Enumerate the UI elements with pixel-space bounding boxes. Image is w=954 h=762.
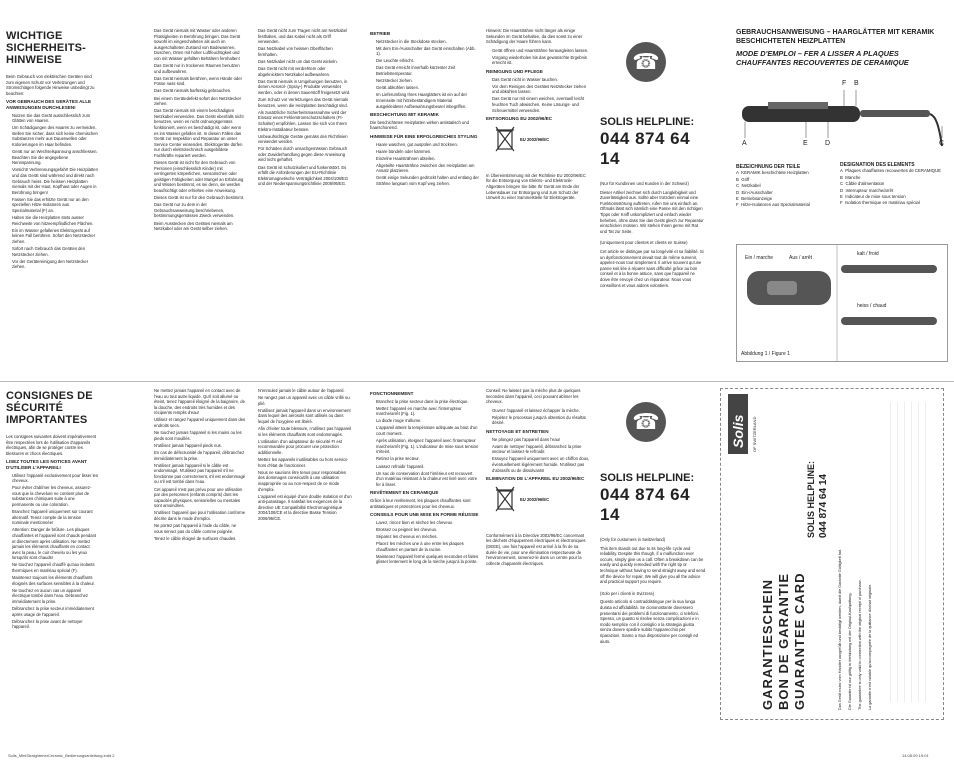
fig-caption: Abbildung 1 / Figure 1 bbox=[741, 351, 790, 357]
list-item: • Débranchez la prise secteur immédiatement après usage de l'appareil. bbox=[12, 606, 98, 617]
title-col bbox=[736, 28, 948, 373]
list-item: • Das Gerät nur in trockenen Räumen benutzen und aufbewahren. bbox=[154, 63, 246, 74]
list-item: • Débranchez la prise avant de nettoyer l'appareil. bbox=[12, 619, 98, 630]
parts-fr-heading: DESIGNATION DES ELEMENTS bbox=[840, 162, 915, 168]
list-item: • Das Gerät erreicht innerhalb kürzester Zeit Betriebstemperatur. bbox=[376, 65, 480, 76]
list-item: C Câble d'alimentation bbox=[840, 181, 885, 187]
helpline-col bbox=[600, 28, 706, 373]
cleaning-heading: REINIGUNG UND PFLEGE bbox=[486, 69, 543, 75]
list-item: • Netzstecker ziehen. bbox=[376, 78, 480, 84]
helpline-it-note: (Solo per i clienti in Svizzera) bbox=[600, 590, 654, 596]
list-item: • Gerät abkühlen lassen. bbox=[376, 85, 480, 91]
german-section bbox=[6, 28, 948, 373]
safety-col-3 bbox=[252, 28, 352, 373]
list-item: • Nous ne saurions être tenus pour responsables des dommages consécutifs à une utilisation inappropriée ou au non-respect de ce mode d'emploi. bbox=[258, 470, 352, 492]
nettoyage-list bbox=[486, 437, 590, 474]
list-item: • N'utilisez jamais l'appareil pieds nus. bbox=[154, 443, 246, 449]
nettoyage-col bbox=[486, 388, 590, 733]
list-item: • Répétez le processus jusqu'à obtention du résultat désiré. bbox=[492, 415, 590, 426]
disposal-heading: ENTSORGUNG EU 2002/96/EC bbox=[486, 116, 553, 122]
elimination-heading: ELIMINATION DE L'APPAREIL EU 2002/96/EC bbox=[486, 476, 585, 482]
helpline-col-bottom bbox=[600, 388, 706, 733]
list-item: • Das Gerät nur zu dem in der Gebrauchsanweisung beschriebenen, bestimmungsgemässen Zweck verwenden. bbox=[154, 202, 246, 219]
styling-list bbox=[370, 142, 480, 187]
list-item: • Vor dem Reinigen des Gerätes Netzstecker ziehen und abkühlen lassen. bbox=[492, 84, 590, 95]
list-item: • Das Gerät niemals mit Wasser oder anderen Flüssigkeiten in Berührung bringen. Das Gerät sowohl im eingeschalteten als auch im ausgeschalteten Zustand von Badewannen, Duschen, Orten mit hoher Luftfeuchtigkeit und von mit Wasser gefüllten Behältern fernhalten! bbox=[154, 28, 246, 62]
list-item: E Betriebsanzeige bbox=[736, 196, 773, 202]
list-item: • Maintenez l'appareil fermé quelques secondes et faites glisser lentement le long de la mèche jusqu'à la pointe. bbox=[376, 554, 480, 565]
french-section bbox=[6, 388, 948, 733]
list-item: • Séparez les cheveux en mèches. bbox=[376, 534, 480, 540]
label-f: F bbox=[842, 80, 847, 87]
list-item: • Das Gerät ist schutzisoliert und funkentstört. Es erfüllt die Anforderungen der EU-Richtlinie Elektromagnetische Verträglichkeit 2004/108/EG und der Niederspannungsrichtlinie 2006/95/EG. bbox=[258, 165, 352, 187]
safety-intro: Beim Gebrauch von elektrischen Geräten sind zum eigenen Schutz vor Verletzungen und Stromschlägen folgende Hinweise unbedingt zu beachten: bbox=[6, 74, 95, 96]
title-de: GEBRAUCHSANWEISUNG – HAARGLÄTTER MIT KERAMIK BESCHICHTETEN HEIZPLATTEN bbox=[736, 29, 935, 45]
list-item: • Branchez l'appareil uniquement sur courant alternatif. Tenez compte de la tension nominale mentionnée! bbox=[12, 509, 98, 526]
phone-icon: ☎ bbox=[626, 42, 666, 82]
list-item: • Zum Schutz vor Verletzungen das Gerät niemals benutzen, wenn die Heizplatten beschädigt sind. bbox=[258, 97, 352, 108]
bin-icon bbox=[494, 125, 516, 153]
list-item: • Das Netzkabel nicht um das Gerät wickeln. bbox=[258, 59, 352, 65]
styling-heading: HINWEISE FÜR EINE ERFOLGREICHES STYLING bbox=[370, 133, 478, 139]
helpline-number: 044 874 64 14 bbox=[600, 485, 691, 524]
list-item: • Dieses Gerät ist nur für den Gebrauch bestimmt. bbox=[154, 195, 246, 201]
fonction-list bbox=[370, 399, 480, 488]
bin-icon bbox=[494, 485, 516, 513]
eu-symbol-wrap bbox=[494, 485, 590, 529]
list-item: • N'utilisez jamais l'appareil dans un environnement dans lequel des aérosols sont utilisés ou dans lequel de l'oxygène est libéré. bbox=[258, 408, 352, 425]
list-item: • Das Gerät nicht zum Tragen nicht am Netzkabel festhalten, und das Kabel nicht als Griff verwenden. bbox=[258, 28, 352, 45]
list-item: • Retirez la prise secteur. bbox=[376, 456, 480, 462]
brand-sub: OF SWITZERLAND bbox=[752, 416, 757, 452]
list-item: • Avant de nettoyer l'appareil, débranchez la prise secteur et laissez-le refroidir. bbox=[492, 444, 590, 455]
revetement-text: Grâce à leur revêtement, les plaques chauffantes sont antistatiques et protectrices pour les cheveux. bbox=[370, 498, 471, 509]
helpline-title: SOLIS HELPLINE: bbox=[600, 116, 695, 128]
conseil-list bbox=[486, 408, 590, 426]
list-item: • Nutzen Sie das Gerät ausschliesslich zum Glätten von Haaren. bbox=[12, 113, 98, 124]
safety-title: WICHTIGE SICHERHEITS-HINWEISE bbox=[6, 30, 87, 66]
fonction-col bbox=[370, 388, 480, 733]
helpline-fr-note: (Uniquement pour clientes et clients en Suisse) bbox=[600, 240, 688, 246]
list-item: • Ne touchez l'appareil chauffé qu'aux isolants thermiques en matériau spécial (F). bbox=[12, 562, 98, 573]
list-item: • La diode rouge s'allume. bbox=[376, 418, 480, 424]
eu-label: EU 2002/96/EC bbox=[520, 136, 550, 142]
disposal-text: In Übereinstimmung mit der Richtlinie EU 2002/96/EC für die Entsorgung von Elektro- und Elektronik-Altgeräten bringen Sie bitte Ihr Gerät am Ende der Lebensdauer zur Entsorgung und zum Schutz der Umwelt zu einer Sammelstelle für Elektrogeräte. bbox=[486, 172, 586, 201]
eu-symbol-wrap bbox=[494, 125, 590, 169]
list-item: • Cet appareil n'est pas prévu pour une utilisation par des personnes (enfants compris) dont les capacités physiques, sensorielles ou mentales sont amoindries. bbox=[154, 487, 246, 509]
list-item: • Beim Ausstecken des Gerätes niemals am Netzkabel oder am Gerät selber ziehen. bbox=[154, 221, 246, 232]
fig-cold: kalt / froid bbox=[857, 251, 879, 257]
card-title-en: GUARANTEE CARD bbox=[792, 572, 807, 710]
list-item: • Gerät öffnen und Haarsträhne herausgleiten lassen. bbox=[492, 48, 590, 54]
safety-subtitle: VOR GEBRAUCH DES GERÄTES ALLE ANWEISUNGEN DURCHLESEN! bbox=[6, 99, 92, 110]
operation-col bbox=[370, 28, 480, 373]
list-item: B Griff bbox=[736, 176, 750, 182]
list-item: F Hitze-Isolatoren aus Spezialmaterial bbox=[736, 202, 810, 208]
cleaning-list bbox=[486, 77, 590, 114]
securite-list-3 bbox=[252, 388, 352, 522]
list-item: • Ne portez pas l'appareil à l'aide du câble, ne vous servez pas du câble comme poignée. bbox=[154, 523, 246, 534]
list-item: • Dieses Gerät ist nicht für den Gebrauch von Personen (einschliesslich Kinder) mit verringerten körperlichen, sensorischen oder geistigen Fähigkeiten oder Mangel an Erfahrung und Wissen bestimmt, es sei denn, sie werden beaufsichtigt oder erhielten eine Anweisung. bbox=[154, 160, 246, 194]
list-item: • Ne touchez en aucun cas un appareil électrique tombé dans l'eau. Débranchez immédiatement la prise. bbox=[12, 588, 98, 605]
card-form-lines bbox=[884, 402, 928, 702]
conseils-heading: CONSEILS POUR UNE MISE EN FORME RÉUSSIE bbox=[370, 512, 479, 518]
revetement-heading: REVÊTEMENT EN CERAMIQUE bbox=[370, 490, 439, 496]
list-item: • Gerät einige Sekunden gedrückt halten und entlang der Strähne langsam vom Kopf weg ziehen. bbox=[376, 175, 480, 186]
list-item: • Pour éviter d'abîmer les cheveux, assurez-vous que la chevelure ne contient plus de substances chimiques suite à une permanente ou une coloration. bbox=[12, 485, 98, 507]
list-item: • Die Leuchte erlischt. bbox=[376, 58, 480, 64]
list-item: • Utilisez l'appareil exclusivement pour lisser les cheveux. bbox=[12, 473, 98, 484]
list-item: • Netzstecker in die Steckdose stecken. bbox=[376, 39, 480, 45]
securite-col-1 bbox=[6, 388, 98, 733]
list-item: • Fassen Sie das erhitzte Gerät nur an den speziellen Hitze-Isolatoren aus Spezialmaterial (F) an. bbox=[12, 197, 98, 214]
list-item: E Indicateur de mise sous tension bbox=[840, 194, 906, 200]
list-item: • Bei einem Gerätedefekt sofort den Netzstecker ziehen. bbox=[154, 96, 246, 107]
list-item: • N'enroulez jamais le câble autour de l'appareil. bbox=[258, 388, 352, 394]
conseil-text: Conseil: Ne laissez pas la mèche plus de quelques secondes dans l'appareil, ceci pouvant abîmer les cheveux. bbox=[486, 388, 581, 405]
helpline-en-note: (Only for customers in Switzerland) bbox=[600, 537, 666, 542]
list-item: • Maintenez toujours les éléments chauffants éloignés des surfaces sensibles à la chaleur. bbox=[12, 575, 98, 586]
list-item: • Lavez, rincez bien et séchez les cheveux. bbox=[376, 520, 480, 526]
list-item: • Das Gerät nicht in Wasser tauchen. bbox=[492, 77, 590, 83]
list-item: • Vor der Gerätereinigung den Netzstecker ziehen. bbox=[12, 259, 98, 270]
safety-col-1 bbox=[6, 28, 98, 373]
list-item: • Haare bündeln oder kämmen. bbox=[376, 149, 480, 155]
securite-list-2 bbox=[148, 388, 246, 541]
title-fr: MODE D'EMPLOI – FER A LISSER A PLAQUES CHAUFFANTES RECOUVERTES DE CERAMIQUE bbox=[736, 49, 909, 67]
fold-line bbox=[0, 381, 954, 382]
list-item: • Unbeaufsichtigte Geräte gemäss den Richtlinien verwendet werden. bbox=[258, 134, 352, 145]
list-item: • Branchez la prise secteur dans la prise électrique. bbox=[376, 399, 480, 405]
list-item: • Um Schädigungen des Haares zu vermeiden, stellen Sie sicher, dass sich keine chemischen Substanzen mehr aus Dauerwellen oder Kolorierungen im Haar befinden. bbox=[12, 125, 98, 147]
list-item: C Netzkabel bbox=[736, 183, 761, 189]
list-item: • Ne rangez pas un appareil avec un câble vrillé ou plié. bbox=[258, 395, 352, 406]
card-fine-4: La garantie n'est valable qu'accompagnée de la quittance d'achat originale. bbox=[868, 583, 872, 710]
list-item: • L'appareil atteint la température adéquate au bout d'un court moment. bbox=[376, 425, 480, 436]
helpline-de-text: Dieser Artikel zeichnet sich durch Langlebigkeit und Zuverlässigkeit aus. Sollte aber trotzdem einmal eine Funktionsstörung auftreten, rufen Sie uns einfach an. Oftmals lässt sich nämlich eine Panne mit den richtigen Tipps oder Kniff unkompliziert und einfach wieder beheben, ohne dass Sie das Gerät gleich zur Reparatur einschicken müssen. Wir stehen Ihnen gerne mit Rat und Tat zur Seite. bbox=[600, 189, 704, 234]
safety-col-2 bbox=[148, 28, 246, 373]
card-number: 044 874 64 14 bbox=[818, 474, 829, 538]
list-item: • L'appareil est équipé d'une double isolation et d'un anti-parasitage. Il satisfait les exigences de la directive UE Compatibilité Electromagnétique 2004/108/CE et la directive Basse Tension 2006/95/CE. bbox=[258, 494, 352, 522]
helpline-it-text: Questo articolo si contraddistingue per la sua lunga durata ed affidabilità. Se ciononostante dovessero presentarsi dei problemi di funzionamento, ci telefoni. Spesso, un guasto si risolve senza complicazioni e in modo semplice con il consiglio o la strategia giusta senza dovere spedire subito l'apparecchio per riparazioni. Siamo a Sua disposizione per consigli ed aiuto. bbox=[600, 599, 699, 644]
cleaning-col bbox=[486, 28, 590, 373]
list-item: D Ein-/Ausschalter bbox=[736, 189, 773, 195]
list-item: • Ein im Wasser gefallenes Elektrogerät auf keinen Fall berühren. Sofort den Netzstecker ziehen. bbox=[12, 228, 98, 245]
label-e: E bbox=[803, 140, 808, 147]
label-a: A bbox=[742, 140, 747, 147]
parts-de-heading: BEZEICHNUNG DER TEILE bbox=[736, 164, 801, 170]
card-fine-3: The guarantee is only valid in connection with the original receipt of purchase. bbox=[858, 579, 862, 710]
label-c: C bbox=[939, 140, 945, 147]
list-item: • Un sac de conservation dont l'intérieur est recouvert d'un matériau résistant à la chaleur est livré avec votre fer à lisser. bbox=[376, 471, 480, 488]
list-item: • Das Gerät niemals in Umgebungen benutzen, in denen Aerosol- (Spray-) Produkte verwendet werden, oder in denen Sauerstoff freigesetzt wird. bbox=[258, 79, 352, 96]
list-item: • Das Gerät niemals mit einem beschädigten Netzkabel verwenden. Das Gerät ebenfalls nicht benutzen, wenn es nicht ordnungsgemäss funktioniert, wenn es beschädigt ist, oder wenn es ins Wasser gefallen ist. In diesen Fällen das Gerät zur Inspektion und Reparatur an unser Service Center einsenden. Elektrogeräte dürfen nur durch elektrotechnisch ausgebildete Fachkräfte repariert werden. bbox=[154, 108, 246, 158]
list-item: • Brossez ou peignez les cheveux. bbox=[376, 527, 480, 533]
list-item: F Isolation thermique en matériau spécial bbox=[840, 200, 920, 206]
fig-switch-off: Aus / arrêt bbox=[789, 255, 813, 261]
list-item: • Placez les mèches une à une entre les plaques chauffantes en partant de la racine. bbox=[376, 541, 480, 552]
securite-intro: Les consignes suivantes doivent impérativement être respectées lors de l'utilisation d'appareils électriques, afin de se protéger contre les blessures et chocs électriques. bbox=[6, 434, 97, 456]
list-item: • Tenez le câble éloigné de surfaces chaudes. bbox=[154, 536, 246, 542]
note-text: Hinweis: Die Haarsträhne nicht länger als einige Sekunden im Gerät behalten, da dies sonst zu einer Schädigung der Haare führen kann. bbox=[486, 28, 583, 45]
securite-subtitle: LISEZ TOUTES LES NOTICES AVANT D'UTILISER L'APPAREIL! bbox=[6, 459, 87, 470]
list-item: • Mettez l'appareil en marche avec l'interrupteur marche/arrêt (Fig. 1). bbox=[376, 406, 480, 417]
list-item: • Gerät nur an Wechselspannung anschliessen. Beachten Sie die angegebene Nennspannung. bbox=[12, 149, 98, 166]
helpline-de-note: (Nur für Kundinnen und Kunden in der Schweiz) bbox=[600, 181, 689, 186]
list-item: • Als zusätzliche Sicherheitsmassnahme wird der Einsatz eines Fehlerstromschutzschalters (FI-Schalter) empfohlen. Lassen Sie sich von Ihrem Elektro-Installateur beraten. bbox=[258, 110, 352, 132]
footer-date: 14.08.09 19:01 bbox=[902, 753, 929, 758]
operation-list bbox=[370, 39, 480, 110]
list-item: • Halten Sie die Heizplatten stets ausser Reichweite von hitzeempfindlichen Flächen. bbox=[12, 215, 98, 226]
securite-col-2 bbox=[148, 388, 246, 733]
list-item: • Mit dem Ein-/Ausschalter das Gerät einschalten (Abb. 1). bbox=[376, 46, 480, 57]
ceramic-heading: BESCHICHTUNG MIT KERAMIK bbox=[370, 112, 439, 118]
list-item: • Après utilisation, éteignez l'appareil avec l'interrupteur marche/arrêt (Fig. 1). L'indicateur de mise sous tension s'éteint. bbox=[376, 438, 480, 455]
product-diagram bbox=[736, 76, 948, 156]
list-item: • Abgeteilte Haarsträhne zwischen den Heizplatten am Ansatz platzieren. bbox=[376, 163, 480, 174]
list-item: • L'utilisation d'un adaptateur de sécurité FI est recommandée pour procurer une protection additionnelle. bbox=[258, 439, 352, 456]
card-title-de: GARANTIESCHEIN bbox=[760, 578, 775, 710]
conseils-list bbox=[370, 520, 480, 565]
guarantee-card bbox=[714, 388, 948, 733]
list-item: • Attention: Danger de brûlure. Les plaques chauffantes et l'appareil sont chauds pendant et directement après utilisation. Ne mettez jamais les éléments chauffants en contact avec la peau, le cuir chevelu ou les yeux lorsqu'ils sont chauds! bbox=[12, 527, 98, 561]
note-list bbox=[486, 48, 590, 66]
list-item: B Manche bbox=[840, 174, 861, 180]
label-d: D bbox=[825, 140, 831, 147]
helpline-title: SOLIS HELPLINE: bbox=[600, 472, 695, 484]
list-item: • Das Gerät nicht mit verdrehtem oder abgeknicktem Netzkabel aufbewahren. bbox=[258, 66, 352, 77]
list-item: • Essuyez l'appareil uniquement avec un chiffon doux, éventuellement légèrement humide. N'utilisez pas d'abrasifs ou de dissolvants! bbox=[492, 456, 590, 473]
helpline-en-text: This item stands out due to its long-life cycle and reliability. Despite this though, if a malfunction ever occurs, simply give us a call. Often a breakdown can be easily and quickly remedied with the right tip or technique without having to send straight away and send off the device for repair. We will give you all the advice and practical support you require. bbox=[600, 545, 706, 585]
list-item: • Laissez refroidir l'appareil. bbox=[376, 464, 480, 470]
footer-file: Solis_MiniStraightenerCeramic_Bedienungsanleitung.indd 2 bbox=[8, 753, 115, 758]
list-item: D Interrupteur marche/arrêt bbox=[840, 187, 894, 193]
figure-1 bbox=[736, 244, 948, 362]
card-fine-1: Das Gerät muss vom Händler ausgefüllt und bestätigt werden, damit die Garantie Gültigkeit hat. bbox=[838, 548, 842, 710]
list-item: • En cas de défectuosité de l'appareil, débranchez immédiatement la prise. bbox=[154, 450, 246, 461]
list-item: • Das Gerät niemals barfüssig gebrauchen. bbox=[154, 88, 246, 94]
brand-logo: Solis bbox=[730, 414, 746, 448]
operation-heading: BETRIEB bbox=[370, 31, 391, 36]
safety-list-2 bbox=[148, 28, 246, 232]
list-item: • Ouvrez l'appareil et laissez échapper la mèche. bbox=[492, 408, 590, 414]
fonction-heading: FONCTIONNEMENT bbox=[370, 391, 414, 396]
fig-hot: heiss / chaud bbox=[857, 303, 887, 309]
list-item: • Vorgang wiederholen bis das gewünschte Ergebnis erreicht ist. bbox=[492, 55, 590, 66]
card-fine-2: Die Garantie ist nur gültig in Verbindung mit der Original-Kaufquittung. bbox=[848, 592, 852, 710]
securite-list-1 bbox=[6, 473, 98, 630]
parts-de bbox=[736, 164, 836, 209]
ceramic-text: Die beschichteten Heizplatten wirken antistatisch und haarschonend. bbox=[370, 119, 469, 131]
list-item: • Utilisez et rangez l'appareil uniquement dans des endroits secs. bbox=[154, 417, 246, 428]
card-helpline: SOLIS HELPLINE: bbox=[806, 460, 816, 538]
list-item: • Vorsicht! Verbrennungsgefahr! Die Heizplatten und das Gerät sind während und direkt nach Gebrauch heiss. Die heissen Heizplatten niemals mit der Haut, Kopfhaut oder Augen in Berührung bringen! bbox=[12, 167, 98, 195]
safety-list-1 bbox=[6, 113, 98, 270]
elimination-text: Conformément à la Directive 2002/96/EC concernant les déchets d'équipement électriques et électroniques (DEEE), une fois l'appareil est arrivé à la fin de sa durée de vie, pour une élimination respectueuse de l'environnement, ramenez-le dans un centre pour la collecte d'appareils électriques. bbox=[486, 532, 586, 566]
list-item: • Einzelne Haarsträhnen abteilen. bbox=[376, 156, 480, 162]
securite-title: CONSIGNES DE SÉCURITÉ IMPORTANTES bbox=[6, 390, 93, 426]
fig-switch-on: Ein / marche bbox=[745, 255, 774, 261]
safety-list-3 bbox=[252, 28, 352, 187]
list-item: • Das Netzkabel von heissen Oberflächen fernhalten. bbox=[258, 46, 352, 57]
helpline-fr-text: Cet article se distingue par sa longévité et sa fiabilité. Si un dysfonctionnement devait tout de même survenir, appelez-nous tout simplement. Il arrive souvent qu'une panne soit liée à réparer sans difficulté grâce au bon conseil et à la bonne astuce, sans que l'appareil ne doive être envoyé chez un réparateur. Nous vous conseillons et vous aidons volontiers. bbox=[600, 248, 704, 288]
securite-col-3 bbox=[252, 388, 352, 733]
list-item: • Afin d'éviter toute blessure, n'utilisez pas l'appareil si les éléments chauffants sont endommagés. bbox=[258, 426, 352, 437]
list-item: • Für Schäden durch unsachgemässen Gebrauch oder Zuwiderhandlung gegen diese Anweisung wird nicht gehaftet. bbox=[258, 146, 352, 163]
list-item: • Mettez les appareils inutilisables ou hors service hors d'état de fonctionner. bbox=[258, 457, 352, 468]
card-title-fr: BON DE GARANTIE bbox=[776, 572, 791, 710]
list-item: A KERAMIK beschichtete Heizplatten bbox=[736, 170, 809, 176]
list-item: • Das Gerät niemals berühren, wenn Hände oder Füsse nass sind. bbox=[154, 76, 246, 87]
nettoyage-heading: NETTOYAGE ET ENTRETIEN bbox=[486, 429, 549, 435]
parts-fr bbox=[840, 162, 946, 207]
list-item: • Ne plongez pas l'appareil dans l'eau! bbox=[492, 437, 590, 443]
list-item: • Haare waschen, gut auspülen und trocknen. bbox=[376, 142, 480, 148]
list-item: A Plaques chauffantes recouvertes de CERAMIQUE bbox=[840, 168, 941, 174]
label-b: B bbox=[854, 80, 859, 87]
list-item: • N'utilisez l'appareil que pour l'utilisation conforme décrite dans le mode d'emploi. bbox=[154, 510, 246, 521]
helpline-number: 044 874 64 14 bbox=[600, 129, 691, 168]
list-item: • N'utilisez jamais l'appareil si le câble est endommagé. N'utilisez pas l'appareil s'il ne fonctionne pas correctement, s'il est endommagé ou s'il est tombé dans l'eau. bbox=[154, 463, 246, 485]
list-item: • Ne touchez jamais l'appareil si les mains ou les pieds sont mouillés. bbox=[154, 430, 246, 441]
phone-icon: ☎ bbox=[626, 402, 666, 442]
eu-label: EU 2002/96/EC bbox=[520, 496, 550, 502]
list-item: • Das Gerät nur mit einem weichen, eventuell leicht feuchten Tuch abwischen. Keine Lösungs- und Scheuermittel verwenden. bbox=[492, 96, 590, 113]
list-item: • Sofort nach Gebrauch das Gerätes den Netzstecker ziehen. bbox=[12, 246, 98, 257]
list-item: • Ne mettez jamais l'appareil en contact avec de l'eau ou tout autre liquide. Qu'il soit allumé ou éteint, tenez l'appareil éloigné de la baignoire, de la douche, des endroits très humides et des récipients remplis d'eau! bbox=[154, 388, 246, 416]
list-item: • Im Lieferumfang Ihres Haarglätters ist ein auf der Innenseite mit hitzebeständigem Material ausgekleideter Aufbewahrungsbeutel inbegriffen. bbox=[376, 92, 480, 109]
